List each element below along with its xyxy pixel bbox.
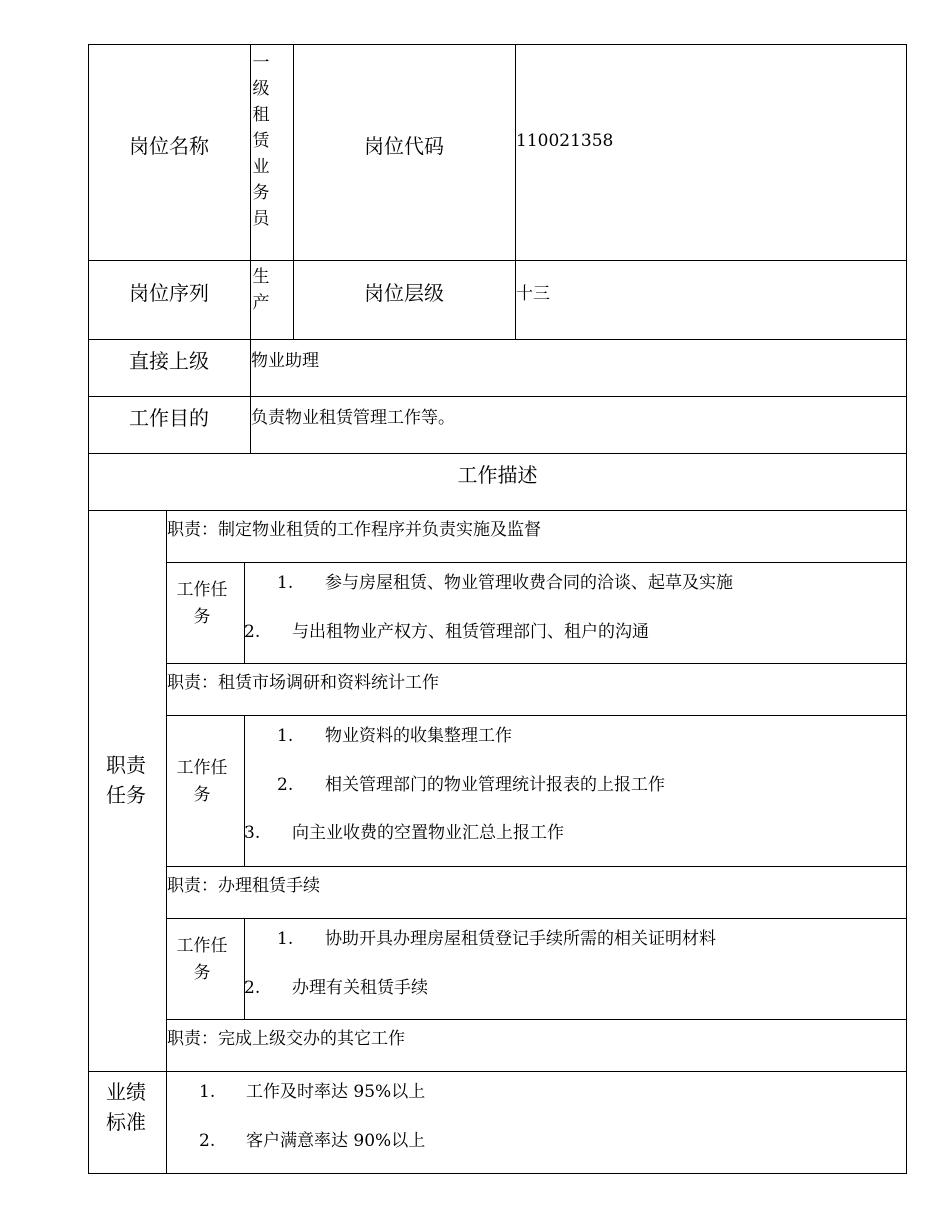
- row-divider: [88, 339, 907, 340]
- col-divider: [166, 510, 167, 1174]
- col-divider: [244, 715, 245, 866]
- row-divider: [166, 562, 907, 563]
- row-divider: [88, 1071, 907, 1072]
- col-divider: [244, 562, 245, 663]
- row-divider: [166, 1019, 907, 1020]
- row-divider: [88, 510, 907, 511]
- task-item: 1. 物业资料的收集整理工作: [277, 726, 512, 746]
- job-code-label: 岗位代码: [364, 134, 444, 158]
- job-series-value: 生产: [252, 267, 270, 313]
- task-label: 工作任务: [176, 936, 228, 983]
- purpose-value: 负责物业租赁管理工作等。: [251, 408, 455, 428]
- job-series-label: 岗位序列: [129, 281, 209, 305]
- row-divider: [88, 453, 907, 454]
- row-divider: [166, 663, 907, 664]
- task-label: 工作任务: [176, 580, 228, 627]
- duty-title: 职责：租赁市场调研和资料统计工作: [167, 673, 439, 693]
- duty-title: 职责：办理租赁手续: [167, 876, 320, 896]
- row-divider: [166, 866, 907, 867]
- job-name-value: 一级租赁业务员: [252, 53, 270, 229]
- duties-label: 职责任务: [106, 753, 146, 807]
- row-divider: [88, 260, 907, 261]
- task-item: 2. 与出租物业产权方、租赁管理部门、租户的沟通: [244, 622, 649, 642]
- task-item: 3. 向主业收费的空置物业汇总上报工作: [244, 823, 564, 843]
- task-item: 2. 相关管理部门的物业管理统计报表的上报工作: [277, 775, 665, 795]
- job-name-label: 岗位名称: [129, 134, 209, 158]
- performance-item: 2. 客户满意率达 90%以上: [199, 1131, 426, 1151]
- task-label: 工作任务: [176, 758, 228, 805]
- job-level-label: 岗位层级: [364, 281, 444, 305]
- row-divider: [166, 715, 907, 716]
- superior-label: 直接上级: [129, 349, 209, 373]
- row-divider: [88, 396, 907, 397]
- purpose-label: 工作目的: [129, 406, 209, 430]
- superior-value: 物业助理: [251, 351, 319, 371]
- job-level-value: 十三: [516, 284, 550, 304]
- row-divider: [166, 918, 907, 919]
- performance-label: 业绩标准: [106, 1080, 146, 1134]
- col-divider: [244, 918, 245, 1019]
- task-item: 1. 协助开具办理房屋租赁登记手续所需的相关证明材料: [277, 929, 716, 949]
- task-item: 1. 参与房屋租赁、物业管理收费合同的洽谈、起草及实施: [277, 573, 733, 593]
- duty-title: 职责：制定物业租赁的工作程序并负责实施及监督: [167, 520, 541, 540]
- job-code-value: 110021358: [516, 131, 614, 151]
- task-item: 2. 办理有关租赁手续: [244, 978, 428, 998]
- work-description-title: 工作描述: [457, 463, 538, 487]
- duty-title: 职责：完成上级交办的其它工作: [167, 1029, 405, 1049]
- performance-item: 1. 工作及时率达 95%以上: [199, 1082, 426, 1102]
